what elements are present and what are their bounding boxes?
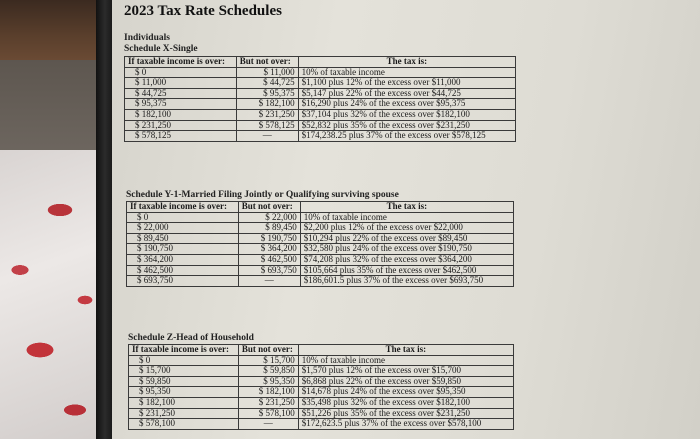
cell-over: $ 95,375 [125, 99, 237, 110]
cell-over: $ 59,850 [129, 376, 239, 387]
table-row [127, 276, 514, 287]
section-label: Individuals [124, 33, 170, 43]
table-row [129, 419, 514, 430]
cell-not-over: — [236, 131, 298, 142]
cell-not-over: $ 364,200 [238, 244, 300, 255]
cell-over: $ 182,100 [125, 109, 237, 120]
cell-over: $ 15,700 [129, 366, 239, 377]
table-row [125, 67, 516, 78]
header-tax: The tax is: [300, 202, 513, 213]
cell-tax: $2,200 plus 12% of the excess over $22,000 [300, 223, 513, 234]
table-header-row [125, 57, 516, 68]
table-row [127, 254, 514, 265]
cell-over: $ 0 [125, 67, 237, 78]
cell-not-over: $ 190,750 [238, 233, 300, 244]
table-row [125, 131, 516, 142]
table-row [127, 223, 514, 234]
table-row [125, 78, 516, 89]
schedule-y1-table [126, 201, 514, 287]
cell-not-over: $ 95,350 [238, 376, 298, 387]
cell-tax: $37,104 plus 32% of the excess over $182,100 [298, 109, 515, 120]
header-tax: The tax is: [298, 57, 515, 68]
header-over: If taxable income is over: [125, 57, 237, 68]
cell-tax: $186,601.5 plus 37% of the excess over $693,750 [300, 276, 513, 287]
table-row [129, 376, 514, 387]
table-row [129, 355, 514, 366]
header-over: If taxable income is over: [127, 202, 239, 213]
schedule-x-title: Schedule X-Single [124, 44, 198, 54]
cell-tax: $74,208 plus 32% of the excess over $364,200 [300, 254, 513, 265]
cell-over: $ 182,100 [129, 397, 239, 408]
header-not-over: But not over: [236, 57, 298, 68]
cell-tax: $32,580 plus 24% of the excess over $190,750 [300, 244, 513, 255]
cell-not-over: $ 693,750 [238, 265, 300, 276]
cell-over: $ 89,450 [127, 233, 239, 244]
table-row [127, 265, 514, 276]
cell-not-over: $ 44,725 [236, 78, 298, 89]
cell-not-over: — [238, 276, 300, 287]
cell-not-over: $ 578,100 [238, 408, 298, 419]
header-not-over: But not over: [238, 345, 298, 356]
cell-not-over: $ 182,100 [236, 99, 298, 110]
table-row [129, 408, 514, 419]
cell-over: $ 0 [129, 355, 239, 366]
schedule-y1-title: Schedule Y-1-Married Filing Jointly or Qualifying surviving spouse [126, 190, 399, 200]
document-title: 2023 Tax Rate Schedules [124, 3, 282, 19]
cell-not-over: $ 59,850 [238, 366, 298, 377]
cell-tax: 10% of taxable income [300, 212, 513, 223]
table-row [125, 88, 516, 99]
cell-over: $ 0 [127, 212, 239, 223]
cell-tax: $14,678 plus 24% of the excess over $95,350 [298, 387, 513, 398]
table-header-row [127, 202, 514, 213]
cell-over: $ 95,350 [129, 387, 239, 398]
table-row [125, 120, 516, 131]
cell-not-over: $ 95,375 [236, 88, 298, 99]
cell-tax: 10% of taxable income [298, 67, 515, 78]
cell-tax: $52,832 plus 35% of the excess over $231,250 [298, 120, 515, 131]
cell-over: $ 578,100 [129, 419, 239, 430]
cell-tax: $172,623.5 plus 37% of the excess over $578,100 [298, 419, 513, 430]
schedule-z-title: Schedule Z-Head of Household [128, 333, 254, 343]
table-row [125, 99, 516, 110]
cell-not-over: $ 11,000 [236, 67, 298, 78]
cell-not-over: $ 231,250 [238, 397, 298, 408]
table-row [127, 212, 514, 223]
table-row [129, 387, 514, 398]
schedule-z-table [128, 344, 514, 430]
background-bedsheet [0, 150, 110, 439]
cell-not-over: — [238, 419, 298, 430]
cell-not-over: $ 15,700 [238, 355, 298, 366]
cell-not-over: $ 22,000 [238, 212, 300, 223]
cell-tax: $51,226 plus 35% of the excess over $231,250 [298, 408, 513, 419]
table-row [129, 366, 514, 377]
table-row [127, 244, 514, 255]
cell-over: $ 231,250 [125, 120, 237, 131]
cell-over: $ 190,750 [127, 244, 239, 255]
cell-tax: $1,570 plus 12% of the excess over $15,700 [298, 366, 513, 377]
cell-over: $ 462,500 [127, 265, 239, 276]
background-wood [0, 0, 96, 60]
cell-tax: $35,498 plus 32% of the excess over $182,100 [298, 397, 513, 408]
table-row [127, 233, 514, 244]
table-row [125, 109, 516, 120]
cell-tax: $174,238.25 plus 37% of the excess over $578,125 [298, 131, 515, 142]
cell-over: $ 364,200 [127, 254, 239, 265]
cell-tax: $5,147 plus 22% of the excess over $44,725 [298, 88, 515, 99]
table-header-row [129, 345, 514, 356]
cell-over: $ 11,000 [125, 78, 237, 89]
cell-over: $ 231,250 [129, 408, 239, 419]
cell-not-over: $ 231,250 [236, 109, 298, 120]
cell-tax: $10,294 plus 22% of the excess over $89,450 [300, 233, 513, 244]
cell-over: $ 22,000 [127, 223, 239, 234]
header-not-over: But not over: [238, 202, 300, 213]
cell-over: $ 44,725 [125, 88, 237, 99]
cell-tax: $1,100 plus 12% of the excess over $11,000 [298, 78, 515, 89]
cell-not-over: $ 182,100 [238, 387, 298, 398]
cell-not-over: $ 89,450 [238, 223, 300, 234]
header-tax: The tax is: [298, 345, 513, 356]
cell-tax: $16,290 plus 24% of the excess over $95,375 [298, 99, 515, 110]
cell-tax: $6,868 plus 22% of the excess over $59,850 [298, 376, 513, 387]
cell-not-over: $ 578,125 [236, 120, 298, 131]
table-row [129, 397, 514, 408]
schedule-x-table [124, 56, 516, 142]
tax-document [112, 0, 700, 439]
cell-tax: $105,664 plus 35% of the excess over $462,500 [300, 265, 513, 276]
cell-not-over: $ 462,500 [238, 254, 300, 265]
cell-over: $ 578,125 [125, 131, 237, 142]
cell-over: $ 693,750 [127, 276, 239, 287]
header-over: If taxable income is over: [129, 345, 239, 356]
cell-tax: 10% of taxable income [298, 355, 513, 366]
